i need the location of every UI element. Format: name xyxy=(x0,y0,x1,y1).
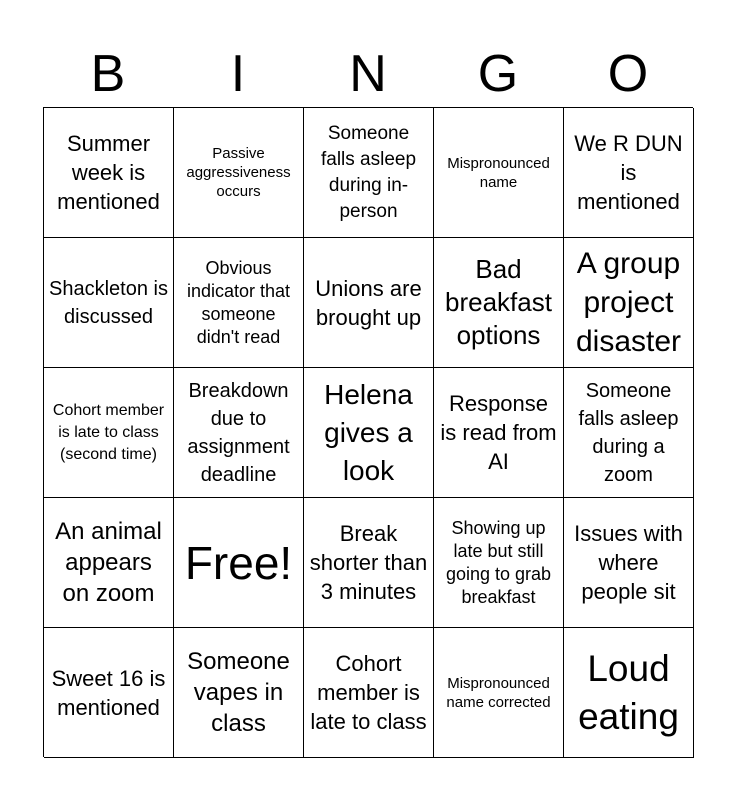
header-letter-n: N xyxy=(349,45,387,103)
cell-text: We R DUN is mentioned xyxy=(574,131,683,214)
cell-text: Summer week is mentioned xyxy=(57,131,160,214)
cell-text: Free! xyxy=(184,536,293,589)
bingo-cell[interactable] xyxy=(434,628,564,758)
bingo-cell[interactable] xyxy=(434,498,564,628)
bingo-cell[interactable] xyxy=(434,368,564,498)
bingo-cell[interactable] xyxy=(44,108,174,238)
bingo-cell[interactable] xyxy=(174,238,304,368)
bingo-cell[interactable] xyxy=(174,628,304,758)
bingo-cell[interactable] xyxy=(564,498,694,628)
cell-text: Cohort member is late to class (second time) xyxy=(52,401,165,463)
bingo-cell[interactable] xyxy=(304,498,434,628)
cell-text: Cohort member is late to class xyxy=(310,651,427,734)
bingo-cell[interactable] xyxy=(174,368,304,498)
cell-text: Bad breakfast options xyxy=(445,254,552,350)
cell-text: Showing up late but still going to grab breakfast xyxy=(445,517,552,607)
cell-text: Obvious indicator that someone didn't read xyxy=(186,257,291,347)
cell-text: Loud eating xyxy=(578,647,679,737)
bingo-cell[interactable] xyxy=(44,368,174,498)
bingo-cell[interactable] xyxy=(304,108,434,238)
cell-text: Mispronounced name corrected xyxy=(446,674,551,711)
cell-text: Break shorter than 3 minutes xyxy=(309,521,428,604)
bingo-grid xyxy=(43,107,693,757)
cell-text: Response is read from AI xyxy=(440,391,557,474)
header-letter-g: G xyxy=(477,45,519,103)
bingo-cell[interactable] xyxy=(44,238,174,368)
cell-text: Mispronounced name xyxy=(447,154,550,191)
cell-text: Someone vapes in class xyxy=(187,648,290,737)
bingo-cell[interactable] xyxy=(564,108,694,238)
bingo-header xyxy=(43,42,693,106)
cell-text: Passive aggressiveness occurs xyxy=(186,145,291,200)
bingo-cell[interactable] xyxy=(44,628,174,758)
cell-text: Shackleton is discussed xyxy=(49,277,168,328)
bingo-cell[interactable] xyxy=(564,628,694,758)
bingo-cell[interactable] xyxy=(564,368,694,498)
cell-text: Sweet 16 is mentioned xyxy=(51,665,166,720)
cell-text: Unions are brought up xyxy=(315,275,422,330)
bingo-cell[interactable] xyxy=(304,628,434,758)
bingo-cell[interactable] xyxy=(304,238,434,368)
header-letter-i: I xyxy=(230,45,246,103)
cell-text: Breakdown due to assignment deadline xyxy=(187,379,290,486)
cell-text: Helena gives a look xyxy=(324,378,413,486)
cell-text: Someone falls asleep during a zoom xyxy=(578,379,679,486)
bingo-cell[interactable] xyxy=(564,238,694,368)
cell-text: A group project disaster xyxy=(575,247,682,358)
bingo-cell[interactable] xyxy=(304,368,434,498)
cell-text: Issues with where people sit xyxy=(574,521,683,604)
cell-text: Someone falls asleep during in-person xyxy=(320,122,417,222)
header-letter-o: O xyxy=(607,45,649,103)
bingo-cell[interactable] xyxy=(434,238,564,368)
header-letter-b: B xyxy=(90,45,126,103)
bingo-cell-free[interactable] xyxy=(174,498,304,628)
bingo-cell[interactable] xyxy=(44,498,174,628)
bingo-cell[interactable] xyxy=(434,108,564,238)
bingo-cell[interactable] xyxy=(174,108,304,238)
cell-text: An animal appears on zoom xyxy=(55,518,162,607)
